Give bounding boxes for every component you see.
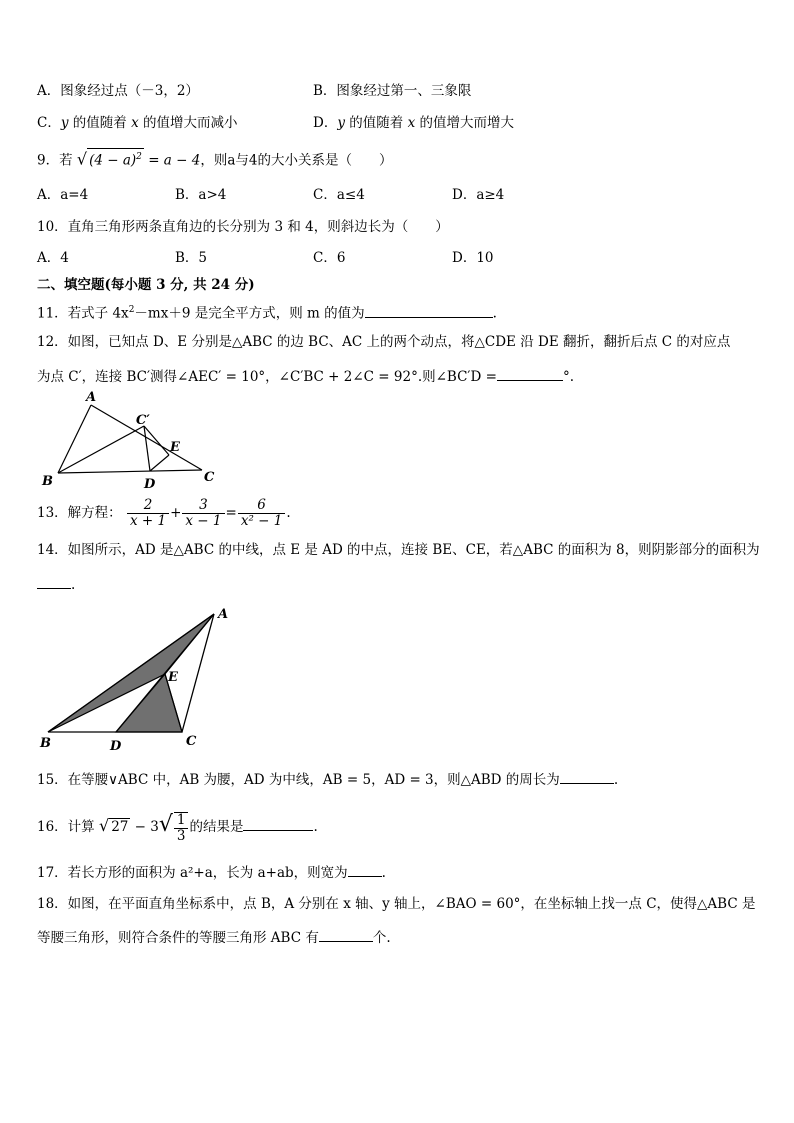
q13-fraction-1: $\frac{2}{x + 1}$ bbox=[127, 498, 169, 529]
q8-option-c: C．y 的值随着 x 的值增大而减小 bbox=[37, 115, 238, 131]
q16-fraction: $\frac{1}{3}$ bbox=[174, 812, 189, 844]
q12-label-b: B bbox=[42, 474, 53, 489]
q16-stem: 16．计算 √ 27 − 3√ $\frac{1}{3}$ 的结果是 . bbox=[37, 811, 318, 844]
q14-label-c: C bbox=[186, 734, 197, 749]
q12-line1: 12．如图，已知点 D、E 分别是△ABC 的边 BC、AC 上的两个动点，将△CDE 沿 DE 翻折，翻折后点 C 的对应点 bbox=[37, 334, 731, 350]
q10-stem: 10．直角三角形两条直角边的长分别为 3 和 4，则斜边长为（ ） bbox=[37, 219, 449, 235]
q9-option-b: B．a>4 bbox=[175, 187, 227, 203]
q9-option-d: D．a≥4 bbox=[452, 187, 505, 203]
q10-option-d: D．10 bbox=[452, 250, 494, 266]
q14-line2: . bbox=[37, 574, 75, 594]
q15-answer-blank[interactable] bbox=[560, 769, 614, 784]
q18-line1: 18．如图，在平面直角坐标系中，点 B，A 分别在 x 轴、y 轴上，∠BAO = 60°，在坐标轴上找一点 C，使得△ABC 是 bbox=[37, 896, 756, 912]
q11-stem: 11．若式子 $4x^2-mx+9$ 是完全平方式，则 m 的值为 . bbox=[37, 301, 497, 323]
q14-label-d: D bbox=[110, 739, 122, 754]
q12-label-c-prime: C′ bbox=[136, 413, 150, 428]
q9-option-a: A．a=4 bbox=[37, 187, 89, 203]
q17-answer-blank[interactable] bbox=[348, 862, 382, 877]
q12-label-c: C bbox=[204, 470, 215, 485]
q12-label-e: E bbox=[170, 440, 180, 455]
q14-label-a: A bbox=[218, 607, 229, 622]
q13-stem: 13．解方程： $\frac{2}{x + 1}$ + $\frac{3}{x - 1}$ = $\frac{6}{\text{x² − 1}}$ . bbox=[37, 497, 291, 529]
q11-answer-blank[interactable] bbox=[365, 303, 493, 318]
q10-option-a: A．4 bbox=[37, 250, 69, 266]
q8-option-a: A．图象经过点（－3，2） bbox=[37, 83, 199, 99]
q12-line2: 为点 C′，连接 BC′测得∠AEC′ = 10°，∠C′BC + 2∠C = 92°.则∠BC′D = °. bbox=[37, 366, 574, 386]
q9-stem: 9．若 √ $(4 - a)^2 = a - 4$，则a与4的大小关系是（ ） bbox=[37, 149, 393, 169]
section-title: 二、填空题(每小题 3 分, 共 24 分) bbox=[37, 277, 255, 293]
q12-label-d: D bbox=[144, 477, 156, 490]
q15-stem: 15．在等腰∨ABC 中，AB 为腰，AD 为中线，AB = 5，AD = 3，则△ABD 的周长为 . bbox=[37, 769, 618, 789]
q16-answer-blank[interactable] bbox=[243, 816, 313, 831]
q12-label-a: A bbox=[86, 390, 97, 405]
q17-stem: 17．若长方形的面积为 a²+a，长为 a+ab，则宽为 . bbox=[37, 862, 386, 882]
q12-answer-blank[interactable] bbox=[497, 366, 563, 381]
q14-answer-blank[interactable] bbox=[37, 574, 71, 589]
q9-option-c: C．a≤4 bbox=[313, 187, 365, 203]
q13-fraction-2: $\frac{3}{x - 1}$ bbox=[182, 498, 224, 529]
q18-answer-blank[interactable] bbox=[319, 927, 373, 942]
q10-option-b: B．5 bbox=[175, 250, 208, 266]
q14-figure bbox=[38, 604, 238, 754]
q14-line1: 14．如图所示，AD 是△ABC 的中线，点 E 是 AD 的中点，连接 BE、CE，若△ABC 的面积为 8，则阴影部分的面积为 bbox=[37, 542, 760, 558]
q18-line2: 等腰三角形，则符合条件的等腰三角形 ABC 有 个. bbox=[37, 927, 391, 947]
q8-option-b: B．图象经过第一、三象限 bbox=[313, 83, 472, 99]
q12-figure bbox=[38, 388, 228, 490]
q8-option-d: D．y 的值随着 x 的值增大而增大 bbox=[313, 115, 514, 131]
q14-label-e: E bbox=[168, 670, 178, 685]
q14-label-b: B bbox=[40, 736, 51, 751]
q10-option-c: C．6 bbox=[313, 250, 346, 266]
q13-fraction-3: $\frac{6}{\text{x² − 1}}$ bbox=[238, 498, 286, 529]
